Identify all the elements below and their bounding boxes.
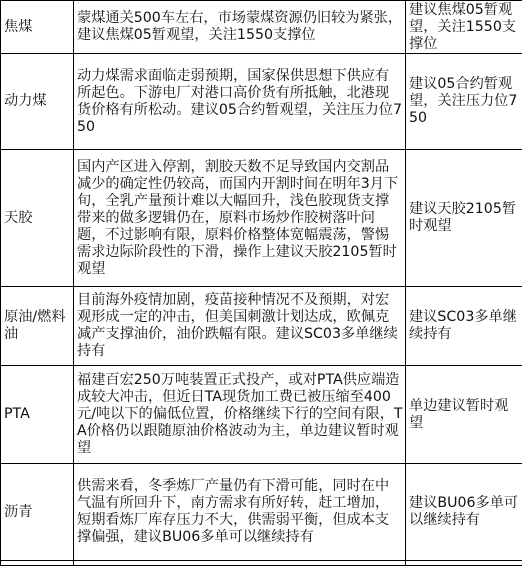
commodity-name: 沥青 xyxy=(1,464,74,561)
table-row xyxy=(1,287,522,366)
trading-advice: 建议SC03多单继续持有 xyxy=(406,287,522,366)
commodity-name: 动力煤 xyxy=(1,54,74,150)
commodity-name: 焦煤 xyxy=(1,1,74,54)
table-row xyxy=(1,366,522,464)
table-row xyxy=(1,1,522,54)
commodity-name: PTA xyxy=(1,366,74,464)
trading-advice: 建议05合约暂观望，关注压力位750 xyxy=(406,54,522,150)
commodity-name: 原油/燃料油 xyxy=(1,287,74,366)
commodity-name: 天胶 xyxy=(1,150,74,287)
market-analysis: 蒙煤通关500车左右，市场蒙煤资源仍旧较为紧张，建议焦煤05暂观望，关注1550支撑位 xyxy=(74,1,406,54)
table-row xyxy=(1,150,522,287)
trading-advice: 建议焦煤05暂观望，关注1550支撑位 xyxy=(406,1,522,54)
partial-cell xyxy=(406,561,522,566)
trading-advice: 建议BU06多单可以继续持有 xyxy=(406,464,522,561)
table-row xyxy=(1,54,522,150)
market-analysis: 供需来看，冬季炼厂产量仍有下滑可能，同时在中气温有所回升下，南方需求有所好转，赶工增加，短期看炼厂库存压力不大，供需弱平衡，但成本支撑偏强，建议BU06多单可以继续持有 xyxy=(74,464,406,561)
trading-advice: 单边建议暂时观望 xyxy=(406,366,522,464)
market-analysis: 目前海外疫情加剧，疫苗接种情况不及预期，对宏观形成一定的冲击，但美国刺激计划达成，欧佩克减产支撑油价，油价跌幅有限。建议SC03多单继续持有 xyxy=(74,287,406,366)
table-row xyxy=(1,464,522,561)
market-analysis: 福建百宏250万吨装置正式投产，或对PTA供应端造成较大冲击，但近日TA现货加工费已被压缩至400元/吨以下的偏低位置，价格继续下行的空间有限，TA价格仍以跟随原油价格波动为主，单边建议暂时观望 xyxy=(74,366,406,464)
partial-cell xyxy=(1,561,74,566)
partial-cell xyxy=(74,561,406,566)
table-row-partial xyxy=(1,561,522,566)
market-analysis: 动力煤需求面临走弱预期，国家保供思想下供应有所起色。下游电厂对港口高价货有所抵触，北港现货价格有所松动。建议05合约暂观望，关注压力位750 xyxy=(74,54,406,150)
trading-advice: 建议天胶2105暂时观望 xyxy=(406,150,522,287)
market-analysis: 国内产区进入停割，割胶天数不足导致国内交割品减少的确定性仍较高，而国内开割时间在明年3月下旬，全乳产量预计难以大幅回升，浅色胶现货支撑带来的做多逻辑仍在，原料市场炒作胶树落叶问题，不过影响有限，原料价格整体宽幅震荡，警惕需求边际阶段性的下滑，操作上建议天胶2105暂时观望 xyxy=(74,150,406,287)
